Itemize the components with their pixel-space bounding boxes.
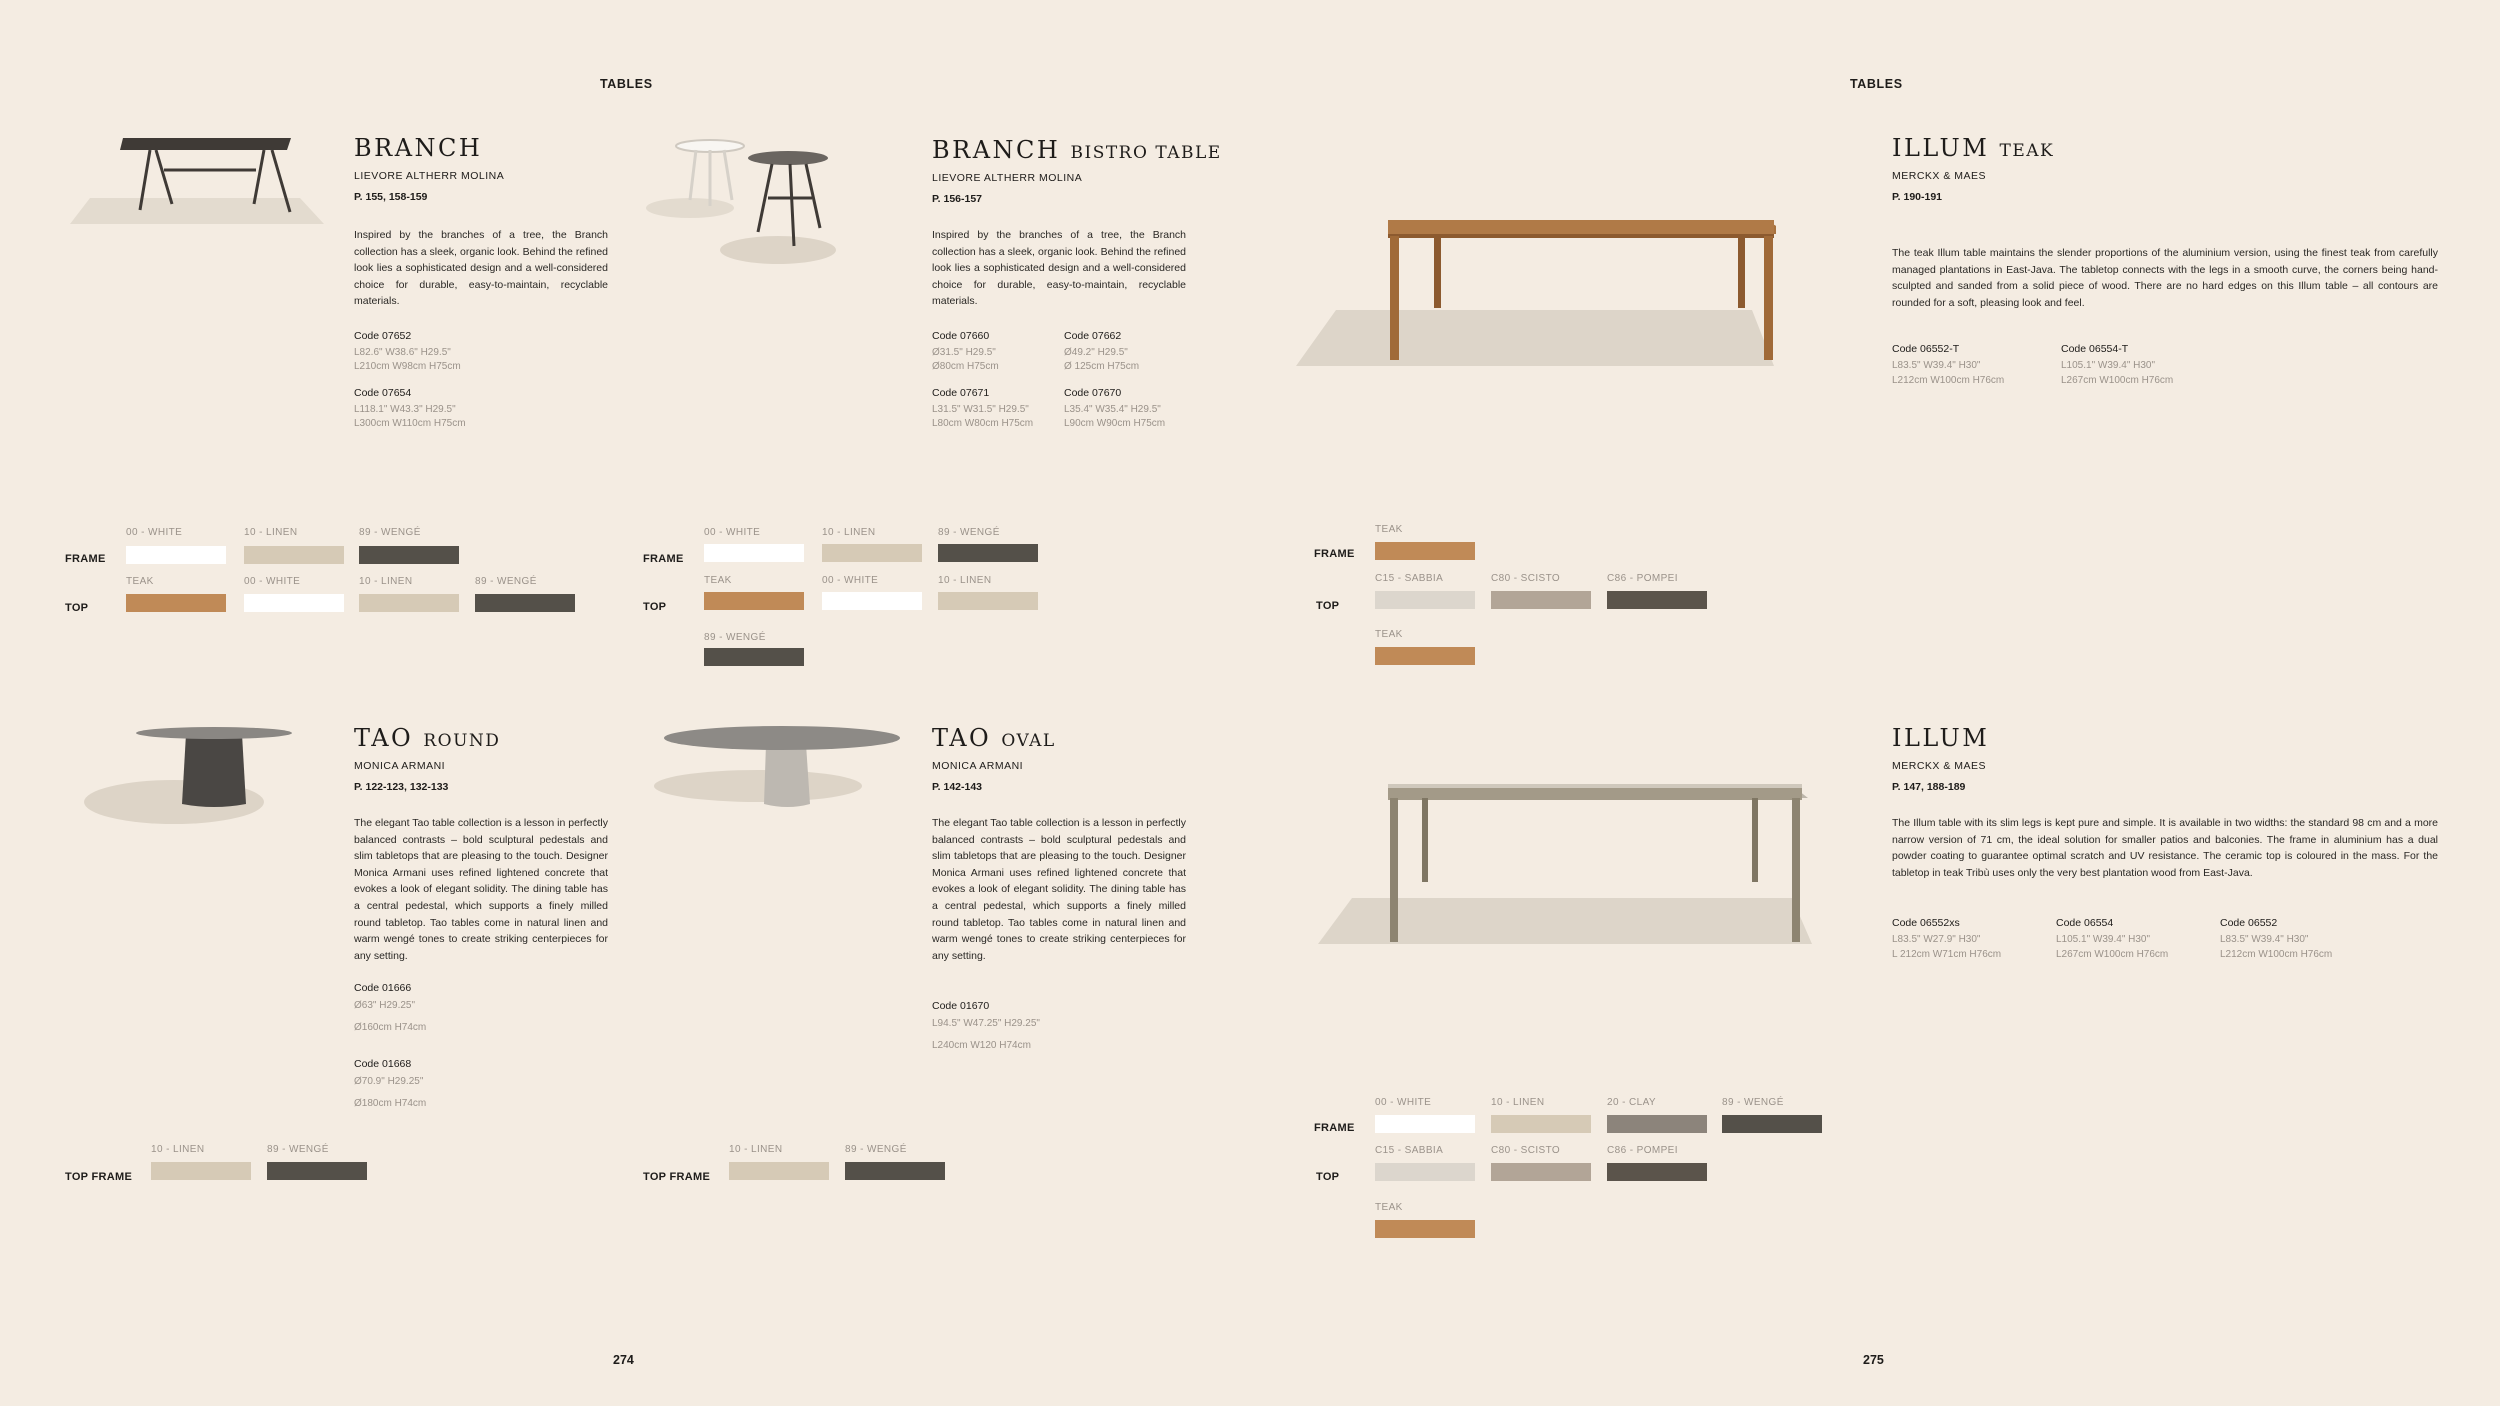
illum-info	[1892, 726, 2438, 962]
swatch-pompei	[1607, 1163, 1707, 1181]
page-number-left: 274	[613, 1353, 634, 1367]
designer: LIEVORE ALTHERR MOLINA	[354, 170, 505, 182]
designer: MERCKX & MAES	[1892, 170, 1987, 182]
code-dim-imperial: L83.5" W27.9" H30"	[1892, 934, 1981, 946]
code-item	[932, 1000, 1186, 1056]
swatch-linen	[151, 1162, 251, 1180]
frame-row-label: FRAME	[1314, 548, 1355, 560]
swatch-clay	[1607, 1115, 1707, 1133]
swatch-label: C80 - SCISTO	[1491, 573, 1561, 584]
code-dim-imperial: L105.1" W39.4" H30"	[2056, 934, 2151, 946]
code-dim-metric: L212cm W100cm H76cm	[2220, 948, 2333, 960]
title-sub: OVAL	[1001, 731, 1056, 751]
code-dim-imperial: L82.6" W38.6" H29.5"	[354, 346, 451, 358]
swatch-teak	[1375, 647, 1475, 665]
swatch-wenge	[938, 544, 1038, 562]
swatch-label: 00 - WHITE	[126, 527, 183, 538]
swatch-label: 89 - WENGÉ	[938, 527, 1000, 538]
code-list	[1892, 343, 2438, 388]
swatch-label: TEAK	[1375, 629, 1403, 640]
description: The elegant Tao table collection is a lesson in perfectly balanced contrasts – bold sculptural pedestals and slim tabletops that are pleasing to the touch. Designer Monica Armani uses refined lightened concrete that evokes a look of elegant solidity. The dining table has a central pedestal, which supports a finely milled round tabletop. Tao tables come in natural linen and warm wengé tones to create striking centerpieces for any setting.	[932, 817, 1186, 962]
top-row-label: TOP	[1316, 1171, 1340, 1183]
swatch-wenge	[475, 594, 575, 612]
title-main: BRANCH	[354, 134, 483, 162]
swatch-white	[704, 544, 804, 562]
swatch-label: 00 - WHITE	[704, 527, 761, 538]
swatch-label: 10 - LINEN	[822, 527, 876, 538]
title-sub: TEAK	[1999, 141, 2055, 161]
code-item	[1064, 387, 1182, 432]
frame-row-label: FRAME	[1314, 1122, 1355, 1134]
swatch-label: C15 - SABBIA	[1375, 1145, 1444, 1156]
swatch-linen	[938, 592, 1038, 610]
swatch-label: 89 - WENGÉ	[845, 1144, 907, 1155]
top-frame-row-label: TOP FRAME	[643, 1171, 711, 1183]
designer: MERCKX & MAES	[1892, 760, 1987, 772]
swatch-wenge	[845, 1162, 945, 1180]
swatch-label: 00 - WHITE	[822, 575, 879, 586]
swatch-wenge	[267, 1162, 367, 1180]
code-dim-imperial: Ø31.5" H29.5"	[932, 346, 996, 358]
branch-info	[354, 136, 608, 432]
code-dim-imperial: L118.1" W43.3" H29.5"	[354, 403, 456, 415]
code-label: Code 07662	[1064, 329, 1122, 342]
swatch-scisto	[1491, 591, 1591, 609]
code-dim-imperial: Ø49.2" H29.5"	[1064, 346, 1128, 358]
swatch-label: 89 - WENGÉ	[1722, 1097, 1784, 1108]
swatch-scisto	[1491, 1163, 1591, 1181]
code-dim-metric: Ø80cm H75cm	[932, 361, 999, 373]
swatch-teak	[126, 594, 226, 612]
title-sub: BISTRO TABLE	[1070, 143, 1222, 163]
code-dim-imperial: L105.1" W39.4" H30"	[2061, 360, 2156, 372]
frame-row-label: FRAME	[643, 553, 684, 565]
swatch-label: 10 - LINEN	[938, 575, 992, 586]
branch-bistro-image	[640, 128, 890, 270]
code-dim-metric: Ø160cm H74cm	[354, 1022, 427, 1034]
illum-teak-image	[1296, 206, 1776, 374]
swatch-white	[1375, 1115, 1475, 1133]
code-label: Code 07660	[932, 329, 990, 342]
code-item	[1064, 330, 1182, 375]
code-item	[932, 387, 1050, 432]
illum-image	[1312, 776, 1852, 952]
tao-round-info	[354, 726, 608, 1114]
swatch-linen	[359, 594, 459, 612]
code-item	[932, 330, 1050, 375]
code-dim-imperial: Ø63" H29.25"	[354, 1000, 416, 1012]
swatch-linen	[729, 1162, 829, 1180]
code-label: Code 06552	[2220, 917, 2278, 930]
code-label: Code 07671	[932, 386, 990, 399]
code-label: Code 06554-T	[2061, 343, 2129, 356]
swatch-white	[822, 592, 922, 610]
code-label: Code 06552xs	[1892, 917, 1960, 930]
code-dim-imperial: L83.5" W39.4" H30"	[1892, 360, 1981, 372]
code-dim-imperial: L31.5" W31.5" H29.5"	[932, 403, 1029, 415]
product-title	[1892, 726, 2438, 750]
code-dim-metric: L267cm W100cm H76cm	[2056, 948, 2169, 960]
code-dim-metric: L240cm W120 H74cm	[932, 1040, 1031, 1052]
top-row-label: TOP	[1316, 600, 1340, 612]
description: The Illum table with its slim legs is kept pure and simple. It is available in two widths: the standard 98 cm and a more narrow version of 71 cm, the ideal solution for smaller patios and balconies. The frame in aluminium has a dual powder coating to guarantee optimal scratch and UV resistance. The ceramic top is coloured in the mass. For the tabletop in teak Tribù uses only the very best plantation wood from East-Java.	[1892, 817, 2438, 879]
swatch-label: TEAK	[1375, 524, 1403, 535]
designer: MONICA ARMANI	[932, 760, 1024, 772]
swatch-linen	[1491, 1115, 1591, 1133]
code-dim-metric: Ø 125cm H75cm	[1064, 361, 1140, 373]
product-title	[1892, 136, 2438, 160]
code-item	[2220, 917, 2370, 962]
code-item	[354, 1058, 608, 1114]
top-row-label: TOP	[65, 602, 89, 614]
product-title	[932, 726, 1186, 750]
section-label-left: TABLES	[600, 77, 653, 91]
swatch-label: 89 - WENGÉ	[475, 576, 537, 587]
swatch-wenge	[359, 546, 459, 564]
tao-oval-info	[932, 726, 1186, 1056]
swatch-wenge	[704, 648, 804, 666]
code-label: Code 01668	[354, 1058, 412, 1071]
top-row-label: TOP	[643, 601, 667, 613]
swatch-linen	[244, 546, 344, 564]
title-sub: ROUND	[423, 731, 501, 751]
swatch-label: 10 - LINEN	[151, 1144, 205, 1155]
swatch-label: 00 - WHITE	[1375, 1097, 1432, 1108]
section-label-right: TABLES	[1850, 77, 1903, 91]
swatch-label: 89 - WENGÉ	[267, 1144, 329, 1155]
code-dim-metric: L212cm W100cm H76cm	[1892, 374, 2005, 386]
page-number-right: 275	[1863, 1353, 1884, 1367]
swatch-label: C80 - SCISTO	[1491, 1145, 1561, 1156]
swatch-sabbia	[1375, 1163, 1475, 1181]
swatch-label: C86 - POMPEI	[1607, 1145, 1678, 1156]
code-dim-metric: L80cm W80cm H75cm	[932, 418, 1034, 430]
title-main: TAO	[354, 724, 414, 752]
code-item	[2056, 917, 2206, 962]
code-label: Code 01666	[354, 982, 412, 995]
top-frame-row-label: TOP FRAME	[65, 1171, 133, 1183]
swatch-label: TEAK	[1375, 1202, 1403, 1213]
swatch-label: C86 - POMPEI	[1607, 573, 1678, 584]
swatch-label: C15 - SABBIA	[1375, 573, 1444, 584]
branch-bistro-info	[932, 136, 1222, 432]
code-list	[932, 1000, 1186, 1056]
code-item	[2061, 343, 2216, 388]
page-reference: P. 142-143	[932, 781, 983, 793]
code-dim-imperial: L35.4" W35.4" H29.5"	[1064, 403, 1161, 415]
code-dim-metric: L 212cm W71cm H76cm	[1892, 948, 2002, 960]
description: Inspired by the branches of a tree, the Branch collection has a sleek, organic look. Behind the refined look lies a sophisticated design and a well-considered choice for durable, easy-to-maintain, recyclable materials.	[932, 229, 1186, 308]
swatch-label: 10 - LINEN	[1491, 1097, 1545, 1108]
code-dim-metric: L90cm W90cm H75cm	[1064, 418, 1166, 430]
product-title	[932, 136, 1222, 164]
code-label: Code 07654	[354, 386, 412, 399]
swatch-label: 89 - WENGÉ	[359, 527, 421, 538]
code-dim-imperial: L83.5" W39.4" H30"	[2220, 934, 2309, 946]
swatch-sabbia	[1375, 591, 1475, 609]
swatch-linen	[822, 544, 922, 562]
description: Inspired by the branches of a tree, the Branch collection has a sleek, organic look. Behind the refined look lies a sophisticated design and a well-considered choice for durable, easy-to-maintain, recyclable materials.	[354, 229, 608, 308]
swatch-label: TEAK	[126, 576, 154, 587]
description: The elegant Tao table collection is a lesson in perfectly balanced contrasts – bold sculptural pedestals and slim tabletops that are pleasing to the touch. Designer Monica Armani uses refined lightened concrete that evokes a look of elegant solidity. The dining table has a central pedestal, which supports a finely milled round tabletop. Tao tables come in natural linen and warm wengé tones to create striking centerpieces for any setting.	[354, 817, 608, 962]
code-label: Code 07670	[1064, 386, 1122, 399]
page-reference: P. 155, 158-159	[354, 191, 428, 203]
tao-round-image	[78, 720, 310, 830]
code-dim-metric: L300cm W110cm H75cm	[354, 418, 466, 430]
code-item	[354, 387, 608, 432]
swatch-label: 10 - LINEN	[729, 1144, 783, 1155]
swatch-teak	[704, 592, 804, 610]
page-reference: P. 190-191	[1892, 191, 1943, 203]
code-label: Code 01670	[932, 1000, 990, 1013]
swatch-label: 00 - WHITE	[244, 576, 301, 587]
code-list	[354, 330, 608, 432]
branch-table-image	[68, 126, 330, 234]
code-item	[1892, 343, 2047, 388]
swatch-wenge	[1722, 1115, 1822, 1133]
code-dim-metric: L267cm W100cm H76cm	[2061, 374, 2174, 386]
code-dim-metric: L210cm W98cm H75cm	[354, 361, 461, 373]
code-list	[1892, 917, 2438, 962]
code-label: Code 06554	[2056, 917, 2114, 930]
swatch-white	[244, 594, 344, 612]
swatch-label: 89 - WENGÉ	[704, 632, 766, 643]
swatch-teak	[1375, 1220, 1475, 1238]
swatch-label: 10 - LINEN	[244, 527, 298, 538]
page-reference: P. 122-123, 132-133	[354, 781, 449, 793]
code-item	[1892, 917, 2042, 962]
frame-row-label: FRAME	[65, 553, 106, 565]
code-label: Code 06552-T	[1892, 343, 1960, 356]
illum-teak-info	[1892, 136, 2438, 388]
code-dim-metric: Ø180cm H74cm	[354, 1098, 427, 1110]
swatch-white	[126, 546, 226, 564]
swatch-pompei	[1607, 591, 1707, 609]
code-dim-imperial: Ø70.9" H29.25"	[354, 1076, 424, 1088]
code-list	[932, 330, 1186, 432]
title-main: BRANCH	[932, 136, 1061, 164]
tao-oval-image	[648, 718, 902, 818]
page-reference: P. 156-157	[932, 193, 983, 205]
title-main: ILLUM	[1892, 724, 1990, 752]
designer: LIEVORE ALTHERR MOLINA	[932, 172, 1083, 184]
code-dim-imperial: L94.5" W47.25" H29.25"	[932, 1018, 1040, 1030]
swatch-label: 20 - CLAY	[1607, 1097, 1656, 1108]
designer: MONICA ARMANI	[354, 760, 446, 772]
title-main: ILLUM	[1892, 134, 1990, 162]
code-list	[354, 982, 608, 1114]
code-item	[354, 330, 608, 375]
swatch-label: TEAK	[704, 575, 732, 586]
product-title	[354, 136, 608, 160]
title-main: TAO	[932, 724, 992, 752]
swatch-label: 10 - LINEN	[359, 576, 413, 587]
product-title	[354, 726, 608, 750]
swatch-teak	[1375, 542, 1475, 560]
code-label: Code 07652	[354, 329, 412, 342]
page-reference: P. 147, 188-189	[1892, 781, 1966, 793]
description: The teak Illum table maintains the slender proportions of the aluminium version, using the finest teak from carefully managed plantations in East-Java. The tabletop connects with the legs in a smooth curve, the corners being hand-sculpted and sanded from a solid piece of wood. There are no hard edges on this Illum table – all contours are rounded for a soft, pleasing look and feel.	[1892, 247, 2438, 309]
code-item	[354, 982, 608, 1038]
